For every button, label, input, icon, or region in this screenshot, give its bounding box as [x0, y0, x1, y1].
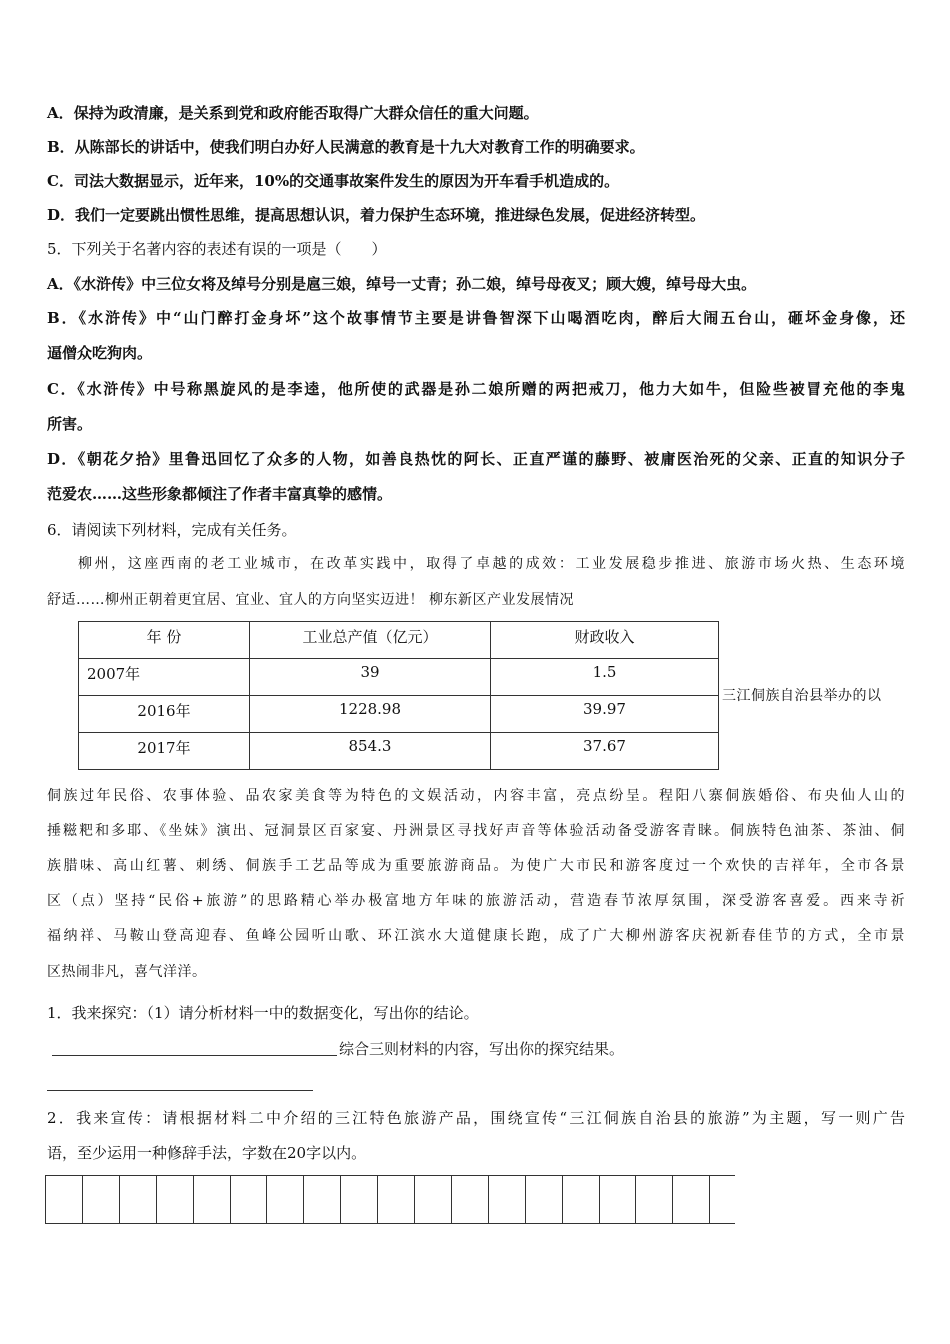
answer-cell-divider [599, 1176, 600, 1223]
q6-intro-line2: 舒适……柳州正朝着更宜居、宜业、宜人的方向坚实迈进！ 柳东新区产业发展情况 [47, 592, 574, 608]
answer-cell-divider [45, 1176, 46, 1223]
q4-option-d: D．我们一定要跳出惯性思维，提高思想认识，着力保护生态环境，推进绿色发展，促进经济转型。 [47, 206, 706, 224]
q5-option-b-cont: 逼僧众吃狗肉。 [47, 344, 153, 362]
q4-option-a: A．保持为政清廉，是关系到党和政府能否取得广大群众信任的重大问题。 [47, 104, 539, 122]
cell-revenue: 1.5 [491, 659, 719, 696]
table-header [79, 622, 719, 659]
answer-cell-divider [303, 1176, 304, 1223]
q5-option-d: D．《朝花夕拾》里鲁迅回忆了众多的人物，如善良热忱的阿长、正直严谨的藤野、被庸医治死的父亲、正直的知识分子 [47, 450, 905, 468]
answer-cell-divider [377, 1176, 378, 1223]
answer-cell-divider [119, 1176, 120, 1223]
answer-cell-divider [266, 1176, 267, 1223]
table-row [79, 733, 719, 770]
task2-line1: 2．我来宣传：请根据材料二中介绍的三江特色旅游产品，围绕宣传“三江侗族自治县的旅游”为主题，写一则广告 [47, 1109, 905, 1127]
q5-option-c-cont: 所害。 [47, 415, 93, 433]
table-row [79, 659, 719, 696]
material2-line: 侗族过年民俗、农事体验、品农家美食等为特色的文娱活动，内容丰富，亮点纷呈。程阳八寨侗族婚俗、布央仙人山的 [47, 788, 905, 804]
cell-year: 2017年 [79, 733, 250, 770]
q5-option-b: B．《水浒传》中“山门醉打金身坏”这个故事情节主要是讲鲁智深下山喝酒吃肉，醉后大闹五台山，砸坏金身像，还 [47, 309, 905, 327]
answer-cell-divider [672, 1176, 673, 1223]
cell-revenue: 37.67 [491, 733, 719, 770]
answer-grid[interactable] [45, 1175, 735, 1224]
q5-option-d-cont: 范爱农……这些形象都倾注了作者丰富真挚的感情。 [47, 485, 393, 503]
answer-blank-1[interactable] [52, 1055, 337, 1056]
answer-cell-divider [414, 1176, 415, 1223]
side-text: 三江侗族自治县举办的以 [722, 688, 882, 704]
answer-cell-divider [156, 1176, 157, 1223]
q5-option-a: A．《水浒传》中三位女将及绰号分别是扈三娘，绰号一丈青；孙二娘，绰号母夜叉；顾大嫂，绰号母大虫。 [47, 275, 757, 293]
answer-cell-divider [488, 1176, 489, 1223]
q4-option-b: B．从陈部长的讲话中，使我们明白办好人民满意的教育是十九大对教育工作的明确要求。 [47, 138, 645, 156]
material2-line: 区（点）坚持“民俗+旅游”的思路精心举办极富地方年味的旅游活动，营造春节浓厚氛围，深受游客喜爱。西来寺祈 [47, 893, 905, 909]
answer-cell-divider [562, 1176, 563, 1223]
material2-line: 福纳祥、马鞍山登高迎春、鱼峰公园听山歌、环江滨水大道健康长跑，成了广大柳州游客庆祝新春佳节的方式，全市景 [47, 928, 905, 944]
q6-intro-line1: 柳州，这座西南的老工业城市，在改革实践中，取得了卓越的成效：工业发展稳步推进、旅游市场火热、生态环境 [78, 556, 905, 572]
q5-stem: 5．下列关于名著内容的表述有误的一项是（ ） [47, 240, 387, 258]
cell-year: 2016年 [79, 696, 250, 733]
answer-cell-divider [193, 1176, 194, 1223]
task2-line2: 语，至少运用一种修辞手法，字数在20字以内。 [47, 1144, 367, 1162]
material2-line: 族腊味、高山红薯、刺绣、侗族手工艺品等成为重要旅游商品。为使广大市民和游客度过一个欢快的吉祥年，全市各景 [47, 858, 905, 874]
cell-revenue: 39.97 [491, 696, 719, 733]
answer-cell-divider [635, 1176, 636, 1223]
q6-stem: 6．请阅读下列材料，完成有关任务。 [47, 521, 297, 539]
table-row [79, 696, 719, 733]
answer-cell-divider [340, 1176, 341, 1223]
cell-output: 854.3 [250, 733, 491, 770]
header-output: 工业总产值（亿元） [250, 622, 491, 659]
answer-cell-divider [709, 1176, 710, 1223]
answer-cell-divider [230, 1176, 231, 1223]
header-revenue: 财政收入 [491, 622, 719, 659]
material2-line: 区热闹非凡，喜气洋洋。 [47, 964, 207, 980]
answer-cell-divider [82, 1176, 83, 1223]
task1-second-part: 综合三则材料的内容，写出你的探究结果。 [339, 1040, 625, 1058]
answer-blank-2[interactable] [47, 1090, 313, 1091]
cell-year: 2007年 [79, 659, 250, 696]
q5-option-c: C．《水浒传》中号称黑旋风的是李逵，他所使的武器是孙二娘所赠的两把戒刀，他力大如牛，但险些被冒充他的李鬼 [47, 380, 905, 398]
cell-output: 39 [250, 659, 491, 696]
answer-cell-divider [451, 1176, 452, 1223]
header-year: 年 份 [79, 622, 250, 659]
q4-option-c: C．司法大数据显示，近年来，10%的交通事故案件发生的原因为开车看手机造成的。 [47, 172, 620, 190]
answer-cell-divider [525, 1176, 526, 1223]
industry-table [78, 621, 719, 770]
material2-line: 捶糍粑和多耶、《坐妹》演出、冠洞景区百家宴、丹洲景区寻找好声音等体验活动备受游客青睐。侗族特色油茶、茶油、侗 [47, 823, 905, 839]
cell-output: 1228.98 [250, 696, 491, 733]
task1: 1．我来探究：（1）请分析材料一中的数据变化，写出你的结论。 [47, 1004, 479, 1022]
